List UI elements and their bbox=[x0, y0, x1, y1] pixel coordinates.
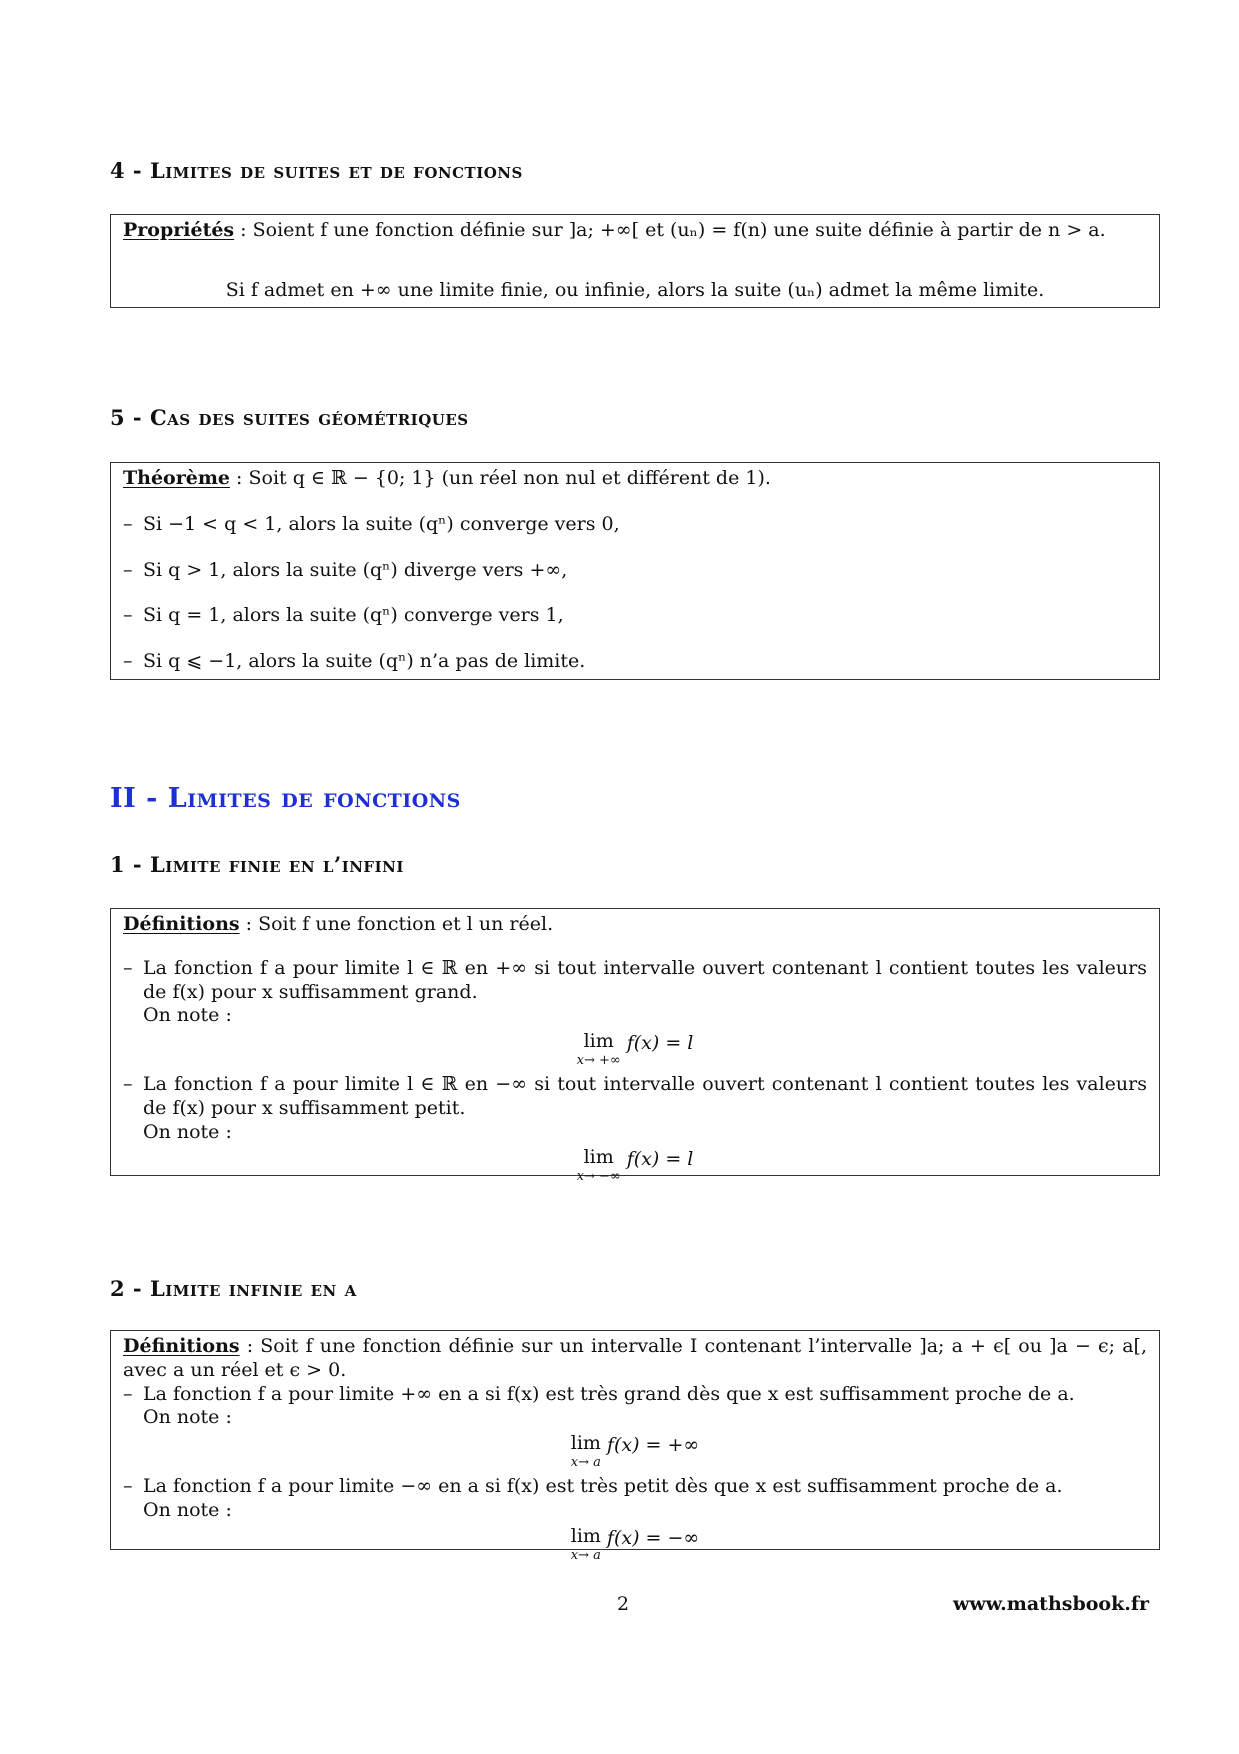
lim-expression: f(x) = +∞ bbox=[606, 1434, 700, 1456]
page-number: 2 bbox=[617, 1593, 630, 1615]
note-label: On note : bbox=[143, 1120, 232, 1143]
definitions-1-label: Définitions bbox=[123, 913, 240, 935]
lim-subscript: x→ a bbox=[570, 1455, 601, 1470]
properties-line bbox=[123, 219, 1147, 243]
lim-subscript: x→ a bbox=[570, 1547, 601, 1563]
lim-subscript: x→ +∞ bbox=[576, 1053, 621, 1068]
limit-formula bbox=[123, 1524, 1147, 1563]
theorem-item: – Si q = 1, alors la suite (qⁿ) converge vers 1, bbox=[123, 604, 1147, 628]
lim-expression: f(x) = −∞ bbox=[606, 1526, 700, 1549]
lim-operator: lim bbox=[570, 1524, 601, 1547]
section-title-1: 1 - Limite finie en l’infini bbox=[110, 852, 404, 877]
definitions-2-line bbox=[123, 1335, 1147, 1383]
limit-formula bbox=[123, 1434, 1147, 1469]
properties-box bbox=[110, 214, 1160, 308]
part-title-II: II - Limites de fonctions bbox=[110, 783, 461, 814]
section-title-2: 2 - Limite infinie en a bbox=[110, 1276, 357, 1301]
theorem-label: Théorème bbox=[123, 467, 231, 489]
definitions-box-1 bbox=[110, 908, 1160, 1185]
lim-operator: lim bbox=[570, 1432, 601, 1454]
definitions-2-intro: : Soit f une fonction définie sur un intervalle I contenant l’intervalle ]a; a + ϵ[ ou ]a − ϵ; a[, avec a un réel et ϵ > 0. bbox=[123, 1335, 1147, 1381]
definitions-1-intro: : Soit f une fonction et l un réel. bbox=[239, 913, 554, 935]
definition-item: – La fonction f a pour limite +∞ en a si f(x) est très grand dès que x est suffisamment proche de a. bbox=[123, 1383, 1147, 1407]
limit-formula bbox=[123, 1032, 1147, 1067]
lim-subscript: x→ −∞ bbox=[576, 1169, 621, 1185]
lim-operator: lim bbox=[583, 1146, 614, 1169]
note-label: On note : bbox=[143, 1498, 232, 1521]
section-title-4: 4 - Limites de suites et de fonctions bbox=[110, 158, 523, 183]
note-label: On note : bbox=[143, 1406, 232, 1429]
definitions-1-line bbox=[123, 913, 1147, 937]
definition-item: – La fonction f a pour limite l ∈ ℝ en +∞ si tout intervalle ouvert contenant l contient toutes les valeurs de f(x) pour x suffisamment grand. bbox=[123, 957, 1147, 1005]
theorem-box bbox=[110, 462, 1160, 680]
lim-operator: lim bbox=[583, 1030, 614, 1052]
limit-formula bbox=[123, 1148, 1147, 1183]
note-label: On note : bbox=[143, 1004, 232, 1027]
theorem-item: – Si q ⩽ −1, alors la suite (qⁿ) n’a pas de limite. bbox=[123, 650, 1147, 674]
theorem-intro: : Soit q ∈ ℝ − {0; 1} (un réel non nul et différent de 1). bbox=[230, 467, 771, 489]
section-title-5: 5 - Cas des suites géométriques bbox=[110, 405, 469, 430]
definition-item: – La fonction f a pour limite −∞ en a si f(x) est très petit dès que x est suffisamment proche de a. bbox=[123, 1475, 1147, 1499]
site-link[interactable]: www.mathsbook.fr bbox=[953, 1593, 1150, 1615]
definition-item: – La fonction f a pour limite l ∈ ℝ en −∞ si tout intervalle ouvert contenant l contient toutes les valeurs de f(x) pour x suffisamment petit. bbox=[123, 1073, 1147, 1121]
definitions-box-2 bbox=[110, 1330, 1160, 1563]
properties-label: Propriétés bbox=[123, 219, 235, 241]
properties-text: : Soient f une fonction définie sur ]a; +∞[ et (uₙ) = f(n) une suite définie à partir de n > a. bbox=[234, 219, 1106, 241]
lim-expression: f(x) = l bbox=[626, 1032, 694, 1054]
properties-statement: Si f admet en +∞ une limite finie, ou infinie, alors la suite (uₙ) admet la même limite. bbox=[225, 278, 1045, 301]
definitions-2-label: Définitions bbox=[123, 1335, 240, 1357]
theorem-line bbox=[123, 467, 1147, 491]
lim-expression: f(x) = l bbox=[626, 1148, 694, 1171]
theorem-item: – Si −1 < q < 1, alors la suite (qⁿ) converge vers 0, bbox=[123, 513, 1147, 537]
theorem-item: – Si q > 1, alors la suite (qⁿ) diverge vers +∞, bbox=[123, 559, 1147, 583]
